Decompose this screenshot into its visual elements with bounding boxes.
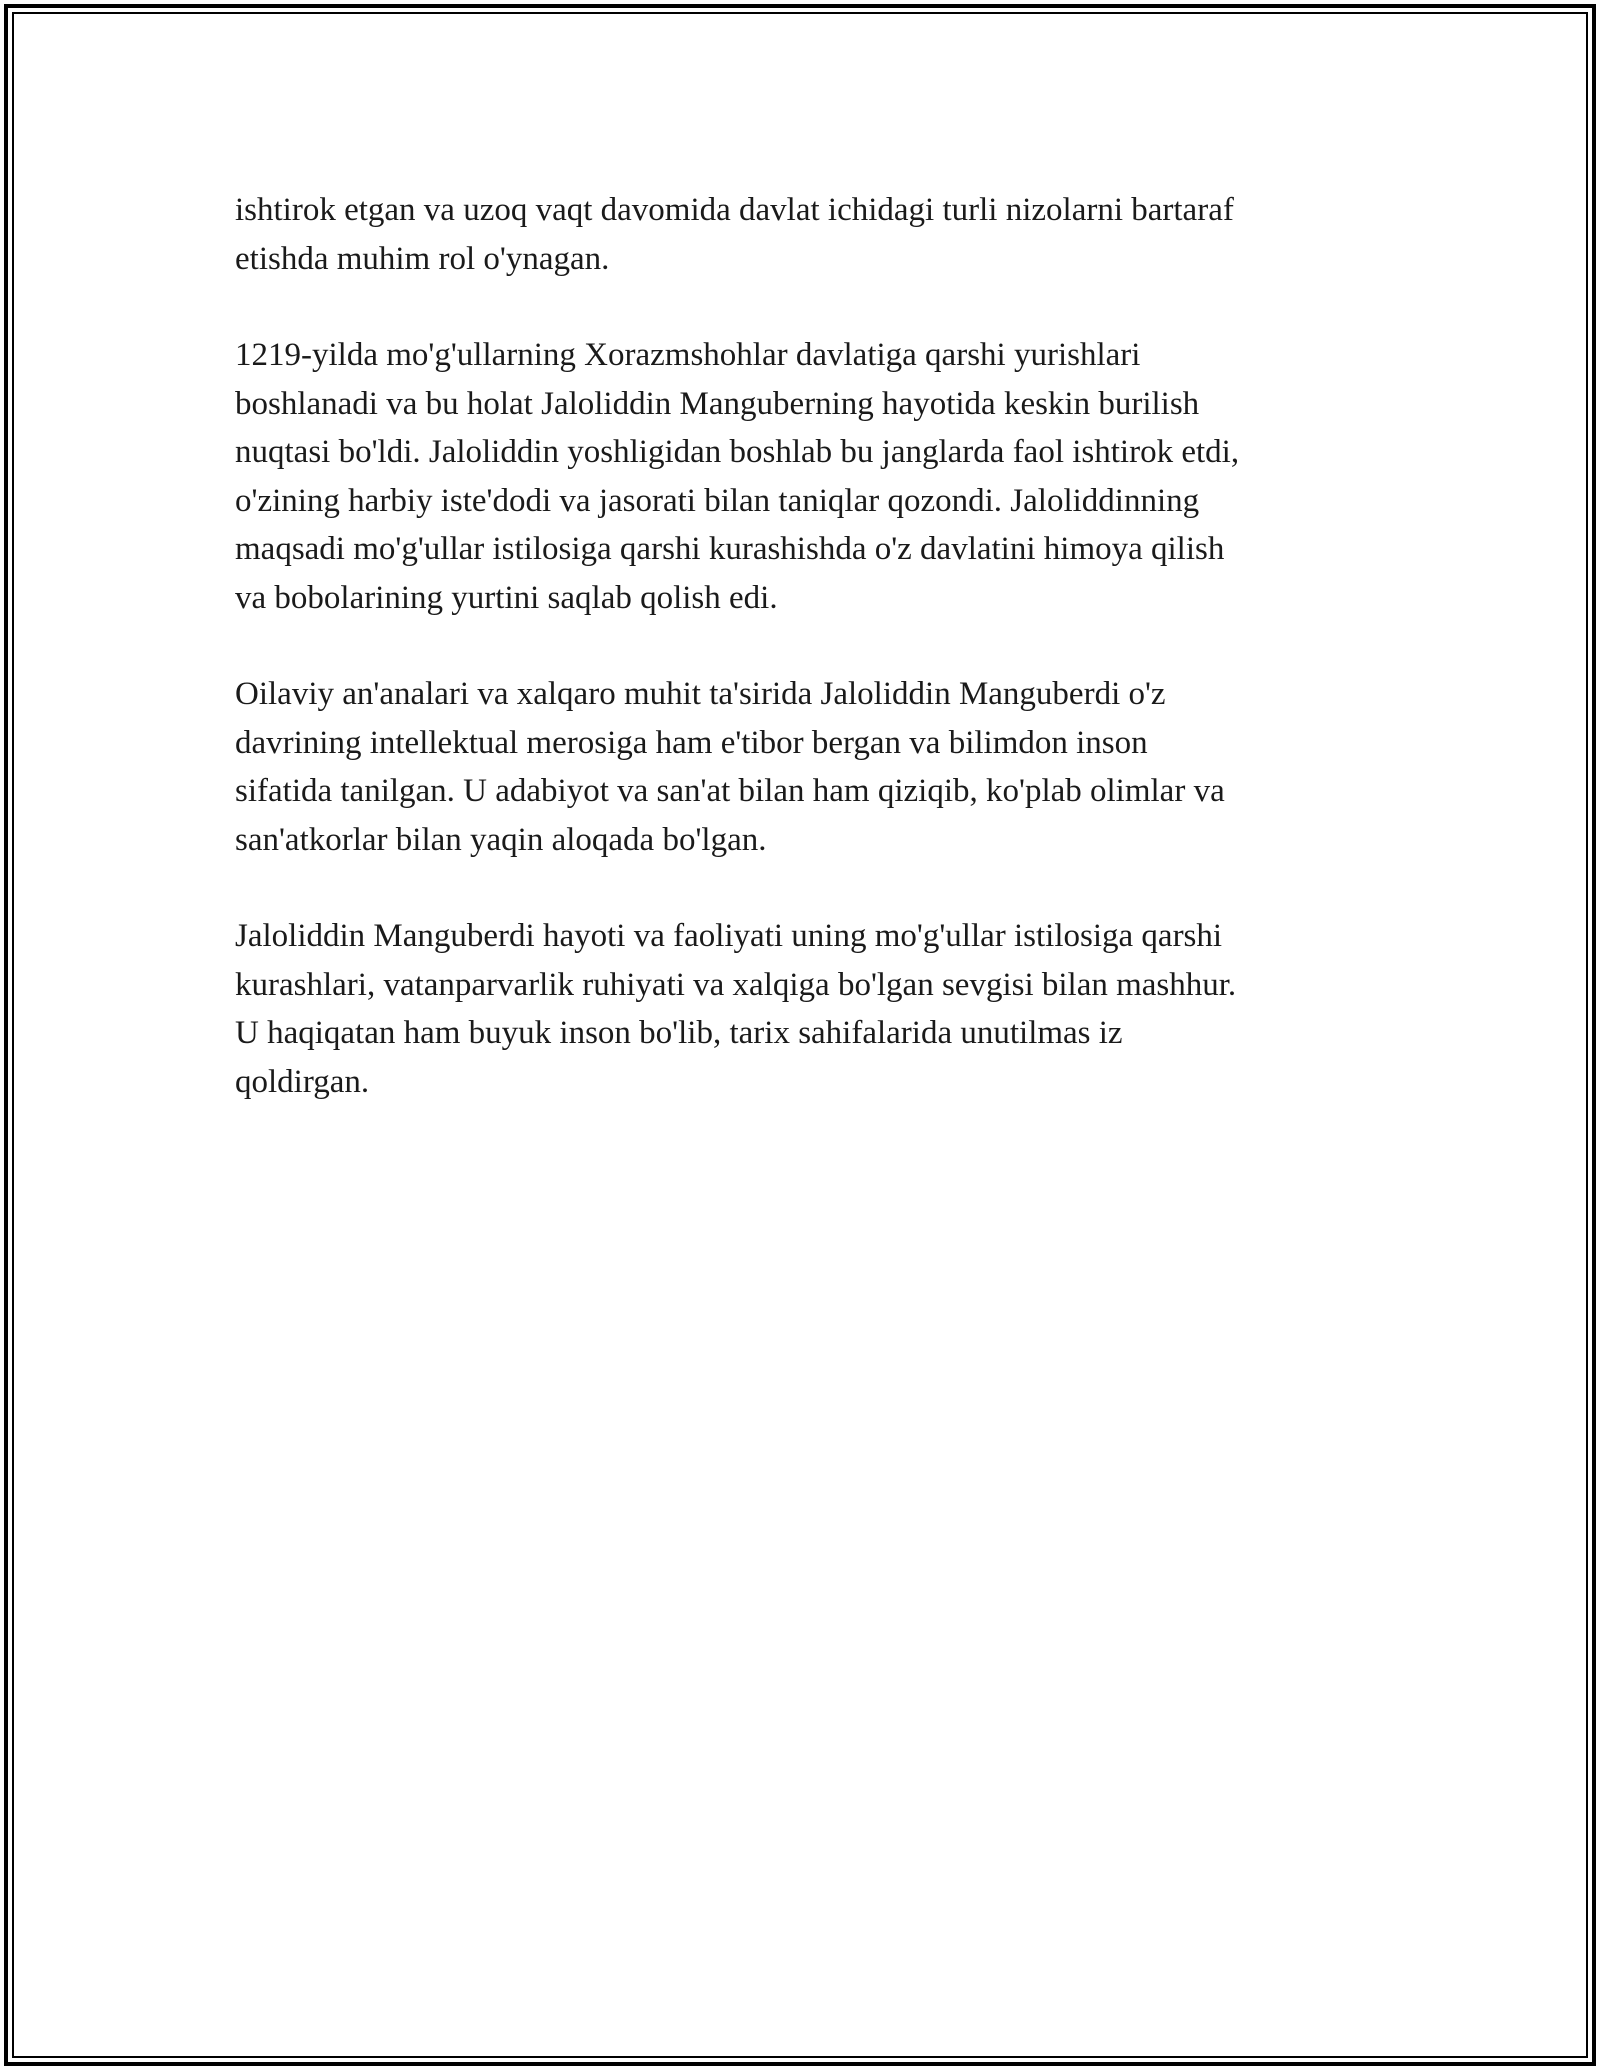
paragraph-3: Oilaviy an'analari va xalqaro muhit ta'sirida Jaloliddin Manguberdi o'z davrining intellektual merosiga ham e'tibor bergan va bilimdon inson sifatida tanilgan. U adabiyot va san'at bilan ham qiziqib, ko'plab olimlar va san'atkorlar bilan yaqin aloqada bo'lgan. — [235, 676, 1225, 858]
paragraph-4: Jaloliddin Manguberdi hayoti va faoliyati uning mo'g'ullar istilosiga qarshi kurashlari, vatanparvarlik ruhiyati va xalqiga bo'lgan sevgisi bilan mashhur. U haqiqatan ham buyuk inson bo'lib, tarix sahifalarida unutilmas iz qoldirgan. — [235, 918, 1237, 1100]
paragraph-1: ishtirok etgan va uzoq vaqt davomida davlat ichidagi turli nizolarni bartaraf etishda muhim rol o'ynagan. — [235, 192, 1234, 277]
document-body — [235, 186, 1375, 1154]
paragraph-2: 1219-yilda mo'g'ullarning Xorazmshohlar davlatiga qarshi yurishlari boshlanadi va bu holat Jaloliddin Manguberning hayotida keskin burilish nuqtasi bo'ldi. Jaloliddin yoshligidan boshlab bu janglarda faol ishtirok etdi, o'zining harbiy iste'dodi va jasorati bilan taniqlar qozondi. Jaloliddinning maqsadi mo'g'ullar istilosiga qarshi kurashishda o'z davlatini himoya qilish va bobolarining yurtini saqlab qolish edi. — [235, 337, 1240, 616]
